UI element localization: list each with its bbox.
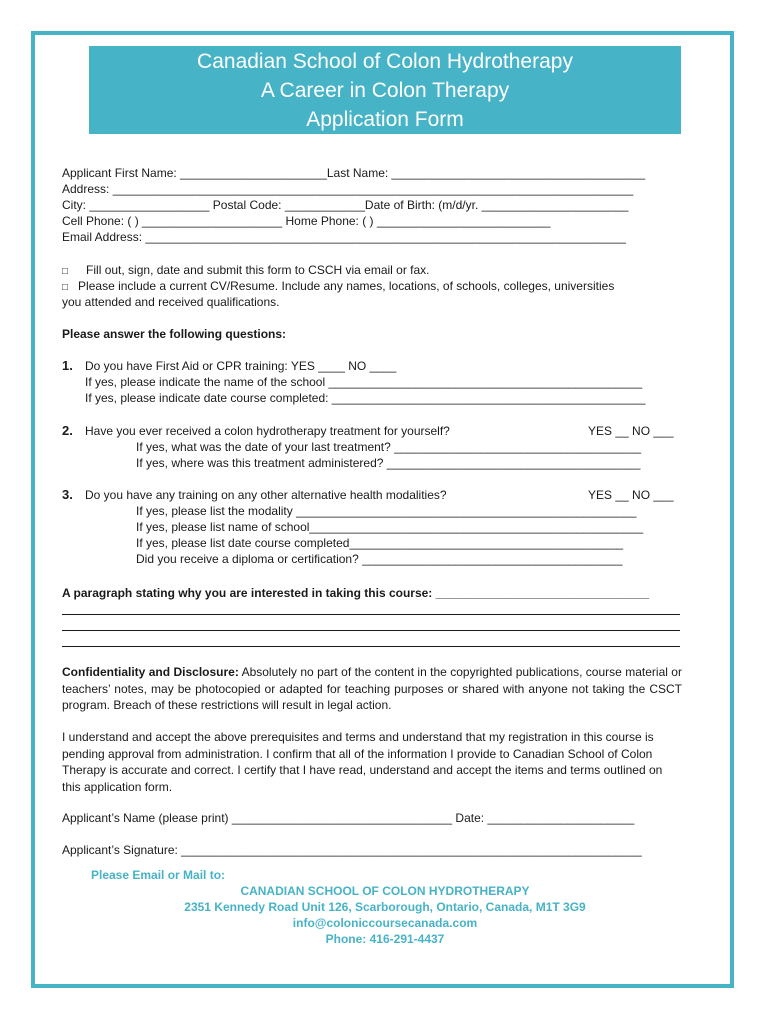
paragraph-line-1[interactable] bbox=[62, 614, 680, 615]
school-title: Canadian School of Colon Hydrotherapy bbox=[197, 50, 573, 73]
applicant-signature-line[interactable]: Applicant’s Signature: _____________________________________________________________________ bbox=[62, 843, 642, 857]
email-field-line[interactable]: Email Address: ________________________________________________________________________ bbox=[62, 230, 626, 244]
confidentiality-text: Absolutely no part of the content in the copyrighted publications, course material or teachers’ notes, may be photocopied or adapted for teaching purposes or shared with anyone not taking the CSCT program. Breach of these restrictions will result in legal action. bbox=[62, 665, 682, 712]
contact-email[interactable]: info@coloniccoursecanada.com bbox=[292, 916, 478, 930]
form-title: Application Form bbox=[306, 108, 464, 131]
city-postal-dob-line[interactable]: City: __________________ Postal Code: ____________Date of Birth: (m/d/yr. ______________________ bbox=[62, 198, 629, 212]
question-3-yes-no[interactable]: YES __ NO ___ bbox=[588, 488, 674, 502]
question-1-number: 1. bbox=[62, 358, 73, 373]
contact-phone: Phone: 416-291-4437 bbox=[325, 932, 445, 946]
question-1-text[interactable]: Do you have First Aid or CPR training: YES ____ NO ____ bbox=[85, 359, 397, 373]
contact-org: CANADIAN SCHOOL OF COLON HYDROTHERAPY bbox=[240, 884, 530, 898]
question-2-treatment-location[interactable]: If yes, where was this treatment administered? ______________________________________ bbox=[136, 456, 641, 470]
question-1-date[interactable]: If yes, please indicate date course completed: _______________________________________________ bbox=[85, 391, 646, 405]
paragraph-prompt[interactable]: A paragraph stating why you are interested in taking this course: ________________________________ bbox=[62, 586, 650, 600]
question-1-school[interactable]: If yes, please indicate the name of the school _______________________________________________ bbox=[85, 375, 643, 389]
question-2-last-treatment[interactable]: If yes, what was the date of your last treatment? _____________________________________ bbox=[136, 440, 642, 454]
instruction-text-2: Please include a current CV/Resume. Include any names, locations, of schools, colleges, universities bbox=[78, 279, 615, 293]
applicant-name-date-line[interactable]: Applicant’s Name (please print) _________________________________ Date: ______________________ bbox=[62, 811, 635, 825]
career-subtitle: A Career in Colon Therapy bbox=[260, 79, 510, 102]
phone-field-line[interactable]: Cell Phone: ( ) _____________________ Home Phone: ( ) __________________________ bbox=[62, 214, 551, 228]
question-3-school[interactable]: If yes, please list name of school__________________________________________________ bbox=[136, 520, 644, 534]
name-field-line[interactable]: Applicant First Name: ______________________Last Name: ______________________________________ bbox=[62, 166, 646, 180]
checkbox-icon[interactable]: □ bbox=[62, 266, 69, 277]
paragraph-line-2[interactable] bbox=[62, 630, 680, 631]
paragraph-line-3[interactable] bbox=[62, 646, 680, 647]
checkbox-icon[interactable]: □ bbox=[62, 282, 69, 293]
confidentiality-label: Confidentiality and Disclosure: bbox=[62, 665, 239, 679]
question-3-text: Do you have any training on any other alternative health modalities? bbox=[85, 488, 447, 502]
question-3-modality[interactable]: If yes, please list the modality ___________________________________________________ bbox=[136, 504, 637, 518]
question-2-yes-no[interactable]: YES __ NO ___ bbox=[588, 424, 674, 438]
question-3-date[interactable]: If yes, please list date course completed_________________________________________ bbox=[136, 536, 624, 550]
agreement-paragraph: I understand and accept the above prerequisites and terms and understand that my registration in this course is pending approval from administration. I confirm that all of the information I provide to Canadian School of Colon Therapy is accurate and correct. I certify that I have read, understand and accept the items and terms outlined on this application form. bbox=[62, 730, 663, 794]
confidentiality-paragraph bbox=[62, 664, 682, 714]
instruction-text-2-cont: you attended and received qualifications. bbox=[62, 295, 280, 309]
contact-address: 2351 Kennedy Road Unit 126, Scarborough, Ontario, Canada, M1T 3G9 bbox=[184, 900, 586, 914]
questions-heading: Please answer the following questions: bbox=[62, 327, 287, 341]
question-3-number: 3. bbox=[62, 487, 73, 502]
contact-heading: Please Email or Mail to: bbox=[91, 868, 226, 882]
instruction-text-1: Fill out, sign, date and submit this form to CSCH via email or fax. bbox=[86, 263, 430, 277]
header-banner bbox=[89, 46, 681, 134]
address-field-line[interactable]: Address: ______________________________________________________________________________ bbox=[62, 182, 634, 196]
question-3-diploma[interactable]: Did you receive a diploma or certification? _______________________________________ bbox=[136, 552, 623, 566]
question-2-text: Have you ever received a colon hydrotherapy treatment for yourself? bbox=[85, 424, 450, 438]
question-2-number: 2. bbox=[62, 423, 73, 438]
